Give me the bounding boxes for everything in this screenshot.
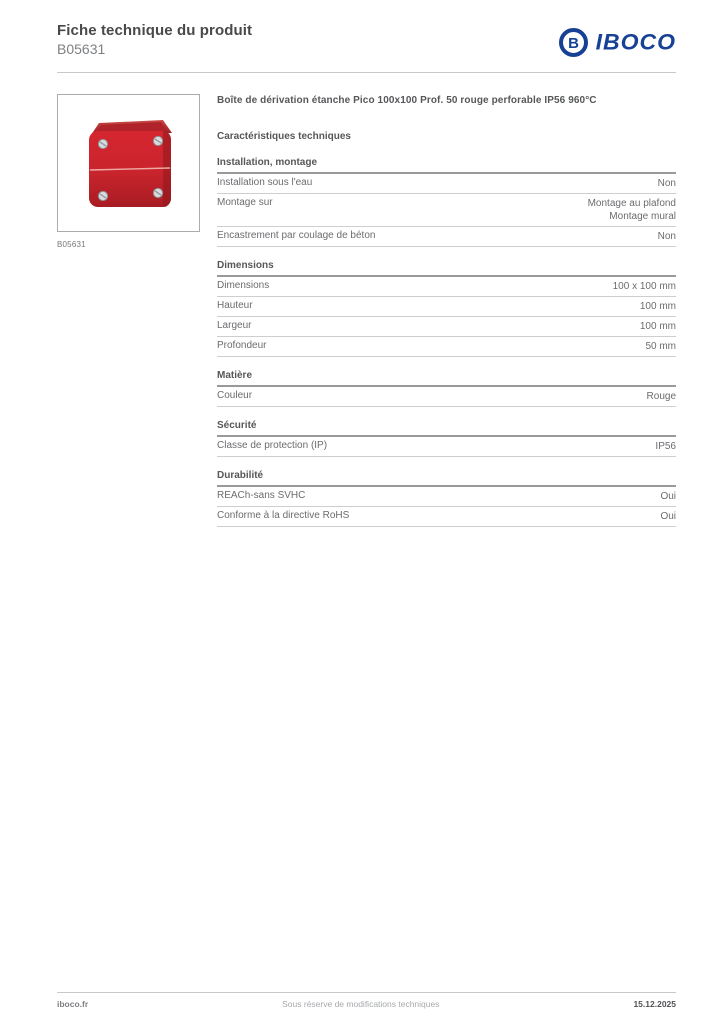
spec-row bbox=[217, 277, 676, 297]
spec-value: 100 mm bbox=[639, 321, 676, 332]
svg-text:B: B bbox=[567, 35, 579, 52]
product-photo-red-junction-box bbox=[77, 111, 181, 215]
iboco-circle-b-icon bbox=[558, 27, 589, 58]
spec-label: Installation sous l'eau bbox=[217, 177, 313, 188]
product-image-card bbox=[57, 94, 200, 232]
section-title: Sécurité bbox=[217, 420, 676, 437]
spec-label: REACh-sans SVHC bbox=[217, 490, 306, 501]
spec-row bbox=[217, 437, 676, 457]
spec-label: Classe de protection (IP) bbox=[217, 440, 328, 451]
product-image-column bbox=[57, 94, 200, 249]
section-title: Matière bbox=[217, 370, 676, 387]
spec-value: Montage au plafond Montage mural bbox=[587, 198, 676, 222]
main-content bbox=[0, 73, 724, 540]
header bbox=[0, 0, 724, 58]
spec-row bbox=[217, 317, 676, 337]
section-title: Installation, montage bbox=[217, 157, 676, 174]
spec-section bbox=[217, 260, 676, 357]
spec-section bbox=[217, 157, 676, 247]
footer-content bbox=[0, 993, 724, 1009]
spec-label: Hauteur bbox=[217, 300, 253, 311]
footer-site-link[interactable]: iboco.fr bbox=[57, 999, 89, 1009]
product-image-caption: B05631 bbox=[57, 240, 86, 249]
spec-section bbox=[217, 420, 676, 457]
spec-row bbox=[217, 297, 676, 317]
page-title: Fiche technique du produit bbox=[57, 22, 253, 39]
brand-wordmark: IBOCO bbox=[595, 29, 676, 55]
spec-row bbox=[217, 487, 676, 507]
spec-label: Conforme à la directive RoHS bbox=[217, 510, 350, 521]
spec-row bbox=[217, 174, 676, 194]
product-code: B05631 bbox=[57, 41, 106, 57]
spec-row bbox=[217, 194, 676, 227]
spec-value: 100 x 100 mm bbox=[612, 281, 676, 292]
spec-label: Couleur bbox=[217, 390, 253, 401]
spec-label: Montage sur bbox=[217, 197, 273, 208]
product-title: Boîte de dérivation étanche Pico 100x100 Prof. 50 rouge perforable IP56 960°C bbox=[217, 95, 597, 106]
footer-note: Sous réserve de modifications techniques bbox=[282, 999, 440, 1009]
spec-row bbox=[217, 337, 676, 357]
spec-sections bbox=[217, 157, 676, 527]
spec-value: Non bbox=[657, 231, 676, 242]
brand-logo bbox=[558, 27, 676, 58]
footer bbox=[0, 992, 724, 1024]
spec-section bbox=[217, 370, 676, 407]
spec-value: Oui bbox=[660, 491, 676, 502]
spec-value: 50 mm bbox=[645, 341, 676, 352]
spec-value: 100 mm bbox=[639, 301, 676, 312]
characteristics-heading: Caractéristiques techniques bbox=[217, 131, 351, 142]
spec-row bbox=[217, 387, 676, 407]
spec-value: Oui bbox=[660, 511, 676, 522]
spec-value: IP56 bbox=[655, 441, 676, 452]
spec-label: Profondeur bbox=[217, 340, 267, 351]
header-titles bbox=[57, 21, 252, 58]
spec-label: Dimensions bbox=[217, 280, 270, 291]
spec-label: Largeur bbox=[217, 320, 252, 331]
footer-date: 15.12.2025 bbox=[633, 999, 676, 1009]
section-title: Dimensions bbox=[217, 260, 676, 277]
section-title: Durabilité bbox=[217, 470, 676, 487]
spec-column bbox=[217, 94, 676, 540]
spec-value: Rouge bbox=[646, 391, 676, 402]
spec-section bbox=[217, 470, 676, 527]
spec-label: Encastrement par coulage de béton bbox=[217, 230, 376, 241]
spec-value: Non bbox=[657, 178, 676, 189]
spec-row bbox=[217, 227, 676, 247]
spec-row bbox=[217, 507, 676, 527]
